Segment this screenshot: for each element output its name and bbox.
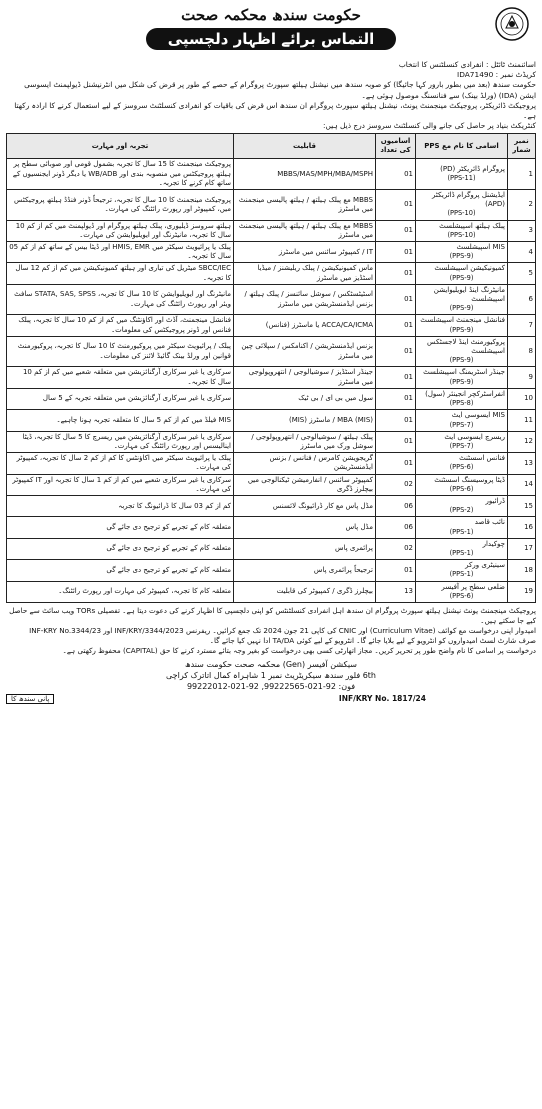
- seats-cell: 01: [376, 190, 416, 221]
- post-grade: (PPS-10): [447, 230, 476, 239]
- positions-table: [6, 133, 536, 603]
- post-name: انفراسٹرکچر انجینئر (سول): [425, 389, 505, 398]
- serial-number-cell: 10: [508, 388, 536, 409]
- serial-number-cell: 11: [508, 410, 536, 431]
- experience-cell: MIS فیلڈ میں کم از کم 5 سال کا متعلقہ تجربہ ہونا چاہیے۔: [7, 410, 234, 431]
- table-row: [7, 517, 536, 538]
- post-cell: [416, 453, 508, 474]
- post-grade: (PPS-11): [447, 174, 476, 183]
- serial-number-cell: 9: [508, 367, 536, 388]
- post-cell: [416, 367, 508, 388]
- post-cell: [416, 159, 508, 190]
- experience-cell: پروجیکٹ مینجمنٹ کا 15 سال کا تجربہ بشمول قومی اور صوبائی سطح پر ہیلتھ پروجیکٹس میں منصوبہ بندی اور WB/ADB یا دیگر ڈونر ایجنسیوں کے ساتھ کام کرنے کا تجربہ۔: [7, 159, 234, 190]
- post-name: کمیونیکیشن اسپیشلسٹ: [434, 264, 505, 273]
- experience-cell: متعلقہ کام کا تجربہ، کمپیوٹر کی مہارت اور رپورٹ رائٹنگ۔: [7, 581, 234, 602]
- post-name: فنانس اسسٹنٹ: [459, 454, 505, 463]
- post-name: MIS ایسوسی ایٹ: [451, 411, 505, 420]
- header: [6, 4, 536, 58]
- experience-cell: سرکاری یا غیر سرکاری آرگنائزیشن میں متعلقہ شعبے میں کم از کم 10 سال کا تجربہ۔: [7, 367, 234, 388]
- instructions: [6, 606, 536, 656]
- experience-cell: پبلک یا پرائیویٹ سیکٹر میں HMIS, EMR اور ڈیٹا بیس کے ساتھ کم از کم 05 سال کا تجربہ۔: [7, 242, 234, 263]
- post-name: ڈرائیور: [485, 496, 505, 505]
- table-row: [7, 431, 536, 452]
- sindh-government-seal-icon: [494, 6, 530, 42]
- qualification-cell: ماس کمیونیکیشن / پبلک ریلیشنز / میڈیا اسٹڈیز میں ماسٹرز: [234, 263, 376, 284]
- instruction-line: امیدوار اپنی درخواست مع کوائف (Curriculum Vitae) اور CNIC کی کاپی 21 جون 2024 تک جمع کرائیں۔ ریفرنس INF/KRY/3344/2023 اور INF-KRY No.3344/23: [29, 625, 536, 635]
- post-grade: (PPS-1): [449, 548, 474, 557]
- post-name: ریسرچ ایسوسی ایٹ: [444, 432, 505, 441]
- post-grade: (PPS-6): [449, 463, 474, 472]
- qualification-cell: ترجیحاً پرائمری پاس: [234, 560, 376, 581]
- seats-cell: 01: [376, 336, 416, 367]
- seats-cell: 01: [376, 263, 416, 284]
- table-row: [7, 453, 536, 474]
- column-header: اسامی کا نام مع PPS: [416, 134, 508, 159]
- qualification-cell: بیچلرز ڈگری / کمپیوٹر کی قابلیت: [234, 581, 376, 602]
- office-address: 6th فلور سندھ سیکریٹریٹ نمبر 1 شاہراہ کمال اتاترک کراچی: [165, 670, 376, 680]
- post-name: فنانشل مینجمنٹ اسپیشلسٹ: [420, 316, 505, 325]
- qualification-cell: IT / کمپیوٹر سائنس میں ماسٹرز: [234, 242, 376, 263]
- bottom-bar: [6, 694, 536, 708]
- table-row: [7, 284, 536, 315]
- post-name: ڈیٹا پروسیسنگ اسسٹنٹ: [434, 475, 505, 484]
- post-cell: [416, 315, 508, 336]
- column-header: نمبر شمار: [508, 134, 536, 159]
- intro-line: اسائنمنٹ ٹائٹل : انفرادی کنسلٹنس کا انتخاب: [398, 60, 536, 69]
- experience-cell: سرکاری یا غیر سرکاری آرگنائزیشن میں متعلقہ تجربہ کے 5 سال: [7, 388, 234, 409]
- post-name: نائب قاصد: [474, 518, 505, 527]
- instruction-line: درخواست پر اسامی کا نام واضح طور پر تحریر کریں۔ مجاز اتھارٹی کسی بھی درخواست کو بغیر وجہ بتائے مسترد کرنے کا حق (CAPITAL) محفوظ رکھتی ہے۔: [62, 645, 536, 655]
- serial-number-cell: 12: [508, 431, 536, 452]
- serial-number-cell: 2: [508, 190, 536, 221]
- seats-cell: 01: [376, 242, 416, 263]
- serial-number-cell: 13: [508, 453, 536, 474]
- serial-number-cell: 16: [508, 517, 536, 538]
- phone-numbers: فون: 92-021-99222565, 92-021-99222012: [186, 681, 356, 691]
- qualification-cell: اسٹیٹسٹکس / سوشل سائنسز / پبلک ہیلتھ / بزنس ایڈمنسٹریشن میں ماسٹرز: [234, 284, 376, 315]
- post-cell: [416, 220, 508, 241]
- post-grade: (PPS-9): [449, 252, 474, 261]
- table-row: [7, 367, 536, 388]
- post-grade: (PPS-8): [449, 399, 474, 408]
- eoi-banner: التماس برائے اظہار دلچسپی: [146, 28, 397, 50]
- government-title: حکومت سندھ محکمہ صحت: [181, 6, 361, 24]
- post-cell: [416, 495, 508, 516]
- seats-cell: 13: [376, 581, 416, 602]
- serial-number-cell: 3: [508, 220, 536, 241]
- experience-cell: مانیٹرنگ اور ایویلیوایشن کا 10 سال کا تجربہ، STATA, SAS, SPSS سافٹ ویئر اور رپورٹ رائٹنگ کی مہارت۔: [7, 284, 234, 315]
- experience-cell: متعلقہ کام کے تجربے کو ترجیح دی جائے گی: [7, 560, 234, 581]
- post-name: پبلک ہیلتھ اسپیشلسٹ: [439, 221, 505, 230]
- post-grade: (PPS-1): [449, 527, 474, 536]
- qualification-cell: جینڈر اسٹڈیز / سوشیالوجی / انتھروپولوجی میں ماسٹرز: [234, 367, 376, 388]
- post-grade: (PPS-7): [449, 441, 474, 450]
- experience-cell: پبلک / پرائیویٹ سیکٹر میں پروکیورمنٹ کا 10 سال کا تجربہ، پروکیورمنٹ قوانین اور ورلڈ بینک گائیڈ لائنز کی معلومات۔: [7, 336, 234, 367]
- seats-cell: 01: [376, 367, 416, 388]
- reference-number: INF/KRY No. 1817/24: [338, 693, 426, 703]
- post-grade: (PPS-9): [449, 377, 474, 386]
- seats-cell: 02: [376, 474, 416, 495]
- post-grade: (PPS-10): [447, 209, 476, 218]
- post-grade: (PPS-6): [449, 484, 474, 493]
- seats-cell: 01: [376, 560, 416, 581]
- intro-text: [6, 60, 536, 131]
- seats-cell: 01: [376, 431, 416, 452]
- post-grade: (PPS-1): [449, 570, 474, 579]
- seats-cell: 01: [376, 388, 416, 409]
- table-row: [7, 474, 536, 495]
- serial-number-cell: 15: [508, 495, 536, 516]
- post-cell: [416, 242, 508, 263]
- table-header-row: [7, 134, 536, 159]
- post-cell: [416, 190, 508, 221]
- intro-line: کنٹریکٹ بنیاد پر حاصل کی جانے والی کنسلٹنٹ سروسز درج ذیل ہیں:: [323, 121, 536, 131]
- table-row: [7, 410, 536, 431]
- serial-number-cell: 8: [508, 336, 536, 367]
- post-grade: (PPS-2): [449, 506, 474, 515]
- post-name: چوکیدار: [482, 539, 505, 548]
- serial-number-cell: 18: [508, 560, 536, 581]
- table-row: [7, 336, 536, 367]
- experience-cell: فنانشل مینجمنٹ، آڈٹ اور اکاؤنٹنگ میں کم از کم 10 سال کا تجربہ، پبلک فنانس اور ڈونر پروجیکٹس کی معلومات۔: [7, 315, 234, 336]
- seats-cell: 01: [376, 220, 416, 241]
- post-name: سینیٹری ورکر: [465, 561, 505, 570]
- qualification-cell: کمپیوٹر سائنس / انفارمیشن ٹیکنالوجی میں بیچلرز ڈگری: [234, 474, 376, 495]
- qualification-cell: MBBS/MAS/MPH/MBA/MSPH: [234, 159, 376, 190]
- experience-cell: سرکاری یا غیر سرکاری آرگنائزیشن میں ریسرچ کا 5 سال کا تجربہ، ڈیٹا اینالیسس اور رپورٹ رائٹنگ کی مہارت۔: [7, 431, 234, 452]
- post-cell: [416, 336, 508, 367]
- post-name: پروگرام ڈائریکٹر (PD): [440, 165, 505, 174]
- seats-cell: 01: [376, 453, 416, 474]
- column-header: قابلیت: [234, 134, 376, 159]
- post-grade: (PPS-9): [449, 325, 474, 334]
- signature-block: [6, 659, 536, 692]
- table-row: [7, 242, 536, 263]
- signatory-title: سیکشن آفیسر (Gen) محکمہ صحت حکومت سندھ: [184, 659, 357, 669]
- qualification-cell: گریجویشن کامرس / فنانس / بزنس ایڈمنسٹریشن: [234, 453, 376, 474]
- brand-box: پانی سندھ کا: [6, 694, 54, 704]
- experience-cell: ہیلتھ سروسز ڈیلیوری، پبلک ہیلتھ پروگرام اور ڈیولپمنٹ میں کم از کم 10 سال کا تجربہ، مانیٹرنگ اور ایویلیوایشن کی مہارت۔: [7, 220, 234, 241]
- table-row: [7, 220, 536, 241]
- seats-cell: 01: [376, 284, 416, 315]
- post-cell: [416, 474, 508, 495]
- post-cell: [416, 388, 508, 409]
- qualification-cell: مڈل پاس: [234, 517, 376, 538]
- post-name: پروکیورمنٹ اینڈ لاجسٹکس اسپیشلسٹ: [427, 337, 505, 356]
- post-cell: [416, 538, 508, 559]
- intro-line: پروجیکٹ ڈائریکٹر، پروجیکٹ مینجمنٹ یونٹ، نیشنل ہیلتھ سپورٹ پروگرام ان سندھ اس قرض کی باقیات کو انفرادی کنسلٹنٹ سروسز کے لیے استعمال کرنے کا ارادہ رکھتا ہے۔: [14, 100, 536, 121]
- table-row: [7, 538, 536, 559]
- post-grade: (PPS-7): [449, 420, 474, 429]
- table-row: [7, 495, 536, 516]
- seats-cell: 06: [376, 495, 416, 516]
- post-name: ایڈیشنل پروگرام ڈائریکٹر (APD): [432, 191, 505, 209]
- qualification-cell: MBBS مع پبلک ہیلتھ / ہیلتھ پالیسی مینجمنٹ میں ماسٹرز: [234, 190, 376, 221]
- post-grade: (PPS-9): [449, 273, 474, 282]
- experience-cell: متعلقہ کام کے تجربے کو ترجیح دی جائے گی: [7, 517, 234, 538]
- table-row: [7, 388, 536, 409]
- column-header: تجربہ اور مہارت: [7, 134, 234, 159]
- table-row: [7, 190, 536, 221]
- post-grade: (PPS-6): [449, 591, 474, 600]
- instruction-line: صرف شارٹ لسٹ امیدواروں کو انٹرویو کے لیے بلایا جائے گا۔ انٹرویو کے لیے کوئی TA/DA ادا نہیں کیا جائے گا۔: [209, 635, 536, 645]
- post-cell: [416, 560, 508, 581]
- qualification-cell: MBBS مع پبلک ہیلتھ / ہیلتھ پالیسی مینجمنٹ میں ماسٹرز: [234, 220, 376, 241]
- serial-number-cell: 17: [508, 538, 536, 559]
- experience-cell: پبلک یا پرائیویٹ سیکٹر میں اکاؤنٹس کا کم از کم 2 سال کا تجربہ، کمپیوٹر کی مہارت۔: [7, 453, 234, 474]
- serial-number-cell: 7: [508, 315, 536, 336]
- qualification-cell: مڈل پاس مع کار ڈرائیونگ لائسنس: [234, 495, 376, 516]
- seats-cell: 01: [376, 410, 416, 431]
- serial-number-cell: 19: [508, 581, 536, 602]
- intro-line: کریڈٹ نمبر : IDA71490: [457, 70, 536, 80]
- table-row: [7, 263, 536, 284]
- post-name: جینڈر اسٹریمنگ اسپیشلسٹ: [423, 368, 505, 377]
- post-grade: (PPS-9): [449, 356, 474, 365]
- serial-number-cell: 14: [508, 474, 536, 495]
- seats-cell: 01: [376, 315, 416, 336]
- seats-cell: 01: [376, 159, 416, 190]
- qualification-cell: پرائمری پاس: [234, 538, 376, 559]
- post-name: مانیٹرنگ اینڈ ایویلیوایشن اسپیشلسٹ: [433, 285, 505, 304]
- seats-cell: 02: [376, 538, 416, 559]
- post-cell: [416, 284, 508, 315]
- qualification-cell: سول میں بی ای / بی ٹیک: [234, 388, 376, 409]
- serial-number-cell: 6: [508, 284, 536, 315]
- intro-line: حکومت سندھ (بعد میں بطور بارور کہا جائیگا) کو صوبہ سندھ میں نیشنل ہیلتھ سپورٹ پروگرام کے حصے کے طور پر قرض کی شکل میں انٹرنیشنل ڈیولپمنٹ ایسوسی ایشن (IDA) (ورلڈ بینک) سے فنانسنگ موصول ہوئی ہے۔: [24, 80, 536, 100]
- column-header: اسامیوں کی تعداد: [376, 134, 416, 159]
- post-cell: [416, 581, 508, 602]
- post-cell: [416, 263, 508, 284]
- qualification-cell: MBA (MIS) / ماسٹرز (MIS): [234, 410, 376, 431]
- post-cell: [416, 410, 508, 431]
- qualification-cell: بزنس ایڈمنسٹریشن / اکنامکس / سپلائی چین میں ماسٹرز: [234, 336, 376, 367]
- post-name: ضلعی سطح پر آفیسر: [441, 582, 505, 591]
- table-row: [7, 159, 536, 190]
- post-cell: [416, 431, 508, 452]
- table-row: [7, 560, 536, 581]
- table-row: [7, 315, 536, 336]
- qualification-cell: پبلک ہیلتھ / سوشیالوجی / انتھروپولوجی / سوشل ورک میں ماسٹرز: [234, 431, 376, 452]
- serial-number-cell: 5: [508, 263, 536, 284]
- experience-cell: سرکاری یا غیر سرکاری شعبے میں کم از کم 1 سال کا تجربہ اور IT کمپیوٹر کی مہارت۔: [7, 474, 234, 495]
- qualification-cell: ACCA/CA/ICMA یا ماسٹرز (فنانس): [234, 315, 376, 336]
- experience-cell: کم از کم 03 سال کا ڈرائیونگ کا تجربہ: [7, 495, 234, 516]
- serial-number-cell: 1: [508, 159, 536, 190]
- table-row: [7, 581, 536, 602]
- post-cell: [416, 517, 508, 538]
- seats-cell: 06: [376, 517, 416, 538]
- instruction-line: پروجیکٹ مینجمنٹ یونٹ نیشنل ہیلتھ سپورٹ پروگرام ان سندھ اہل انفرادی کنسلٹنٹس کو اپنی دلچسپی کا اظہار کرنے کی دعوت دیتا ہے۔ تفصیلی TORs ویب سائٹ سے حاصل کیے جا سکتے ہیں۔: [9, 605, 536, 625]
- experience-cell: متعلقہ کام کے تجربے کو ترجیح دی جائے گی: [7, 538, 234, 559]
- table-body: [7, 159, 536, 603]
- experience-cell: پروجیکٹ مینجمنٹ کا 10 سال کا تجربہ، ترجیحاً ڈونر فنڈڈ ہیلتھ پروجیکٹس میں، کمپیوٹر اور رپورٹ رائٹنگ کی مہارت۔: [7, 190, 234, 221]
- post-name: MIS اسپیشلسٹ: [456, 243, 505, 252]
- serial-number-cell: 4: [508, 242, 536, 263]
- post-grade: (PPS-9): [449, 304, 474, 313]
- experience-cell: SBCC/IEC میٹریل کی تیاری اور ہیلتھ کمیونیکیشن میں کم از کم 12 سال کا تجربہ۔: [7, 263, 234, 284]
